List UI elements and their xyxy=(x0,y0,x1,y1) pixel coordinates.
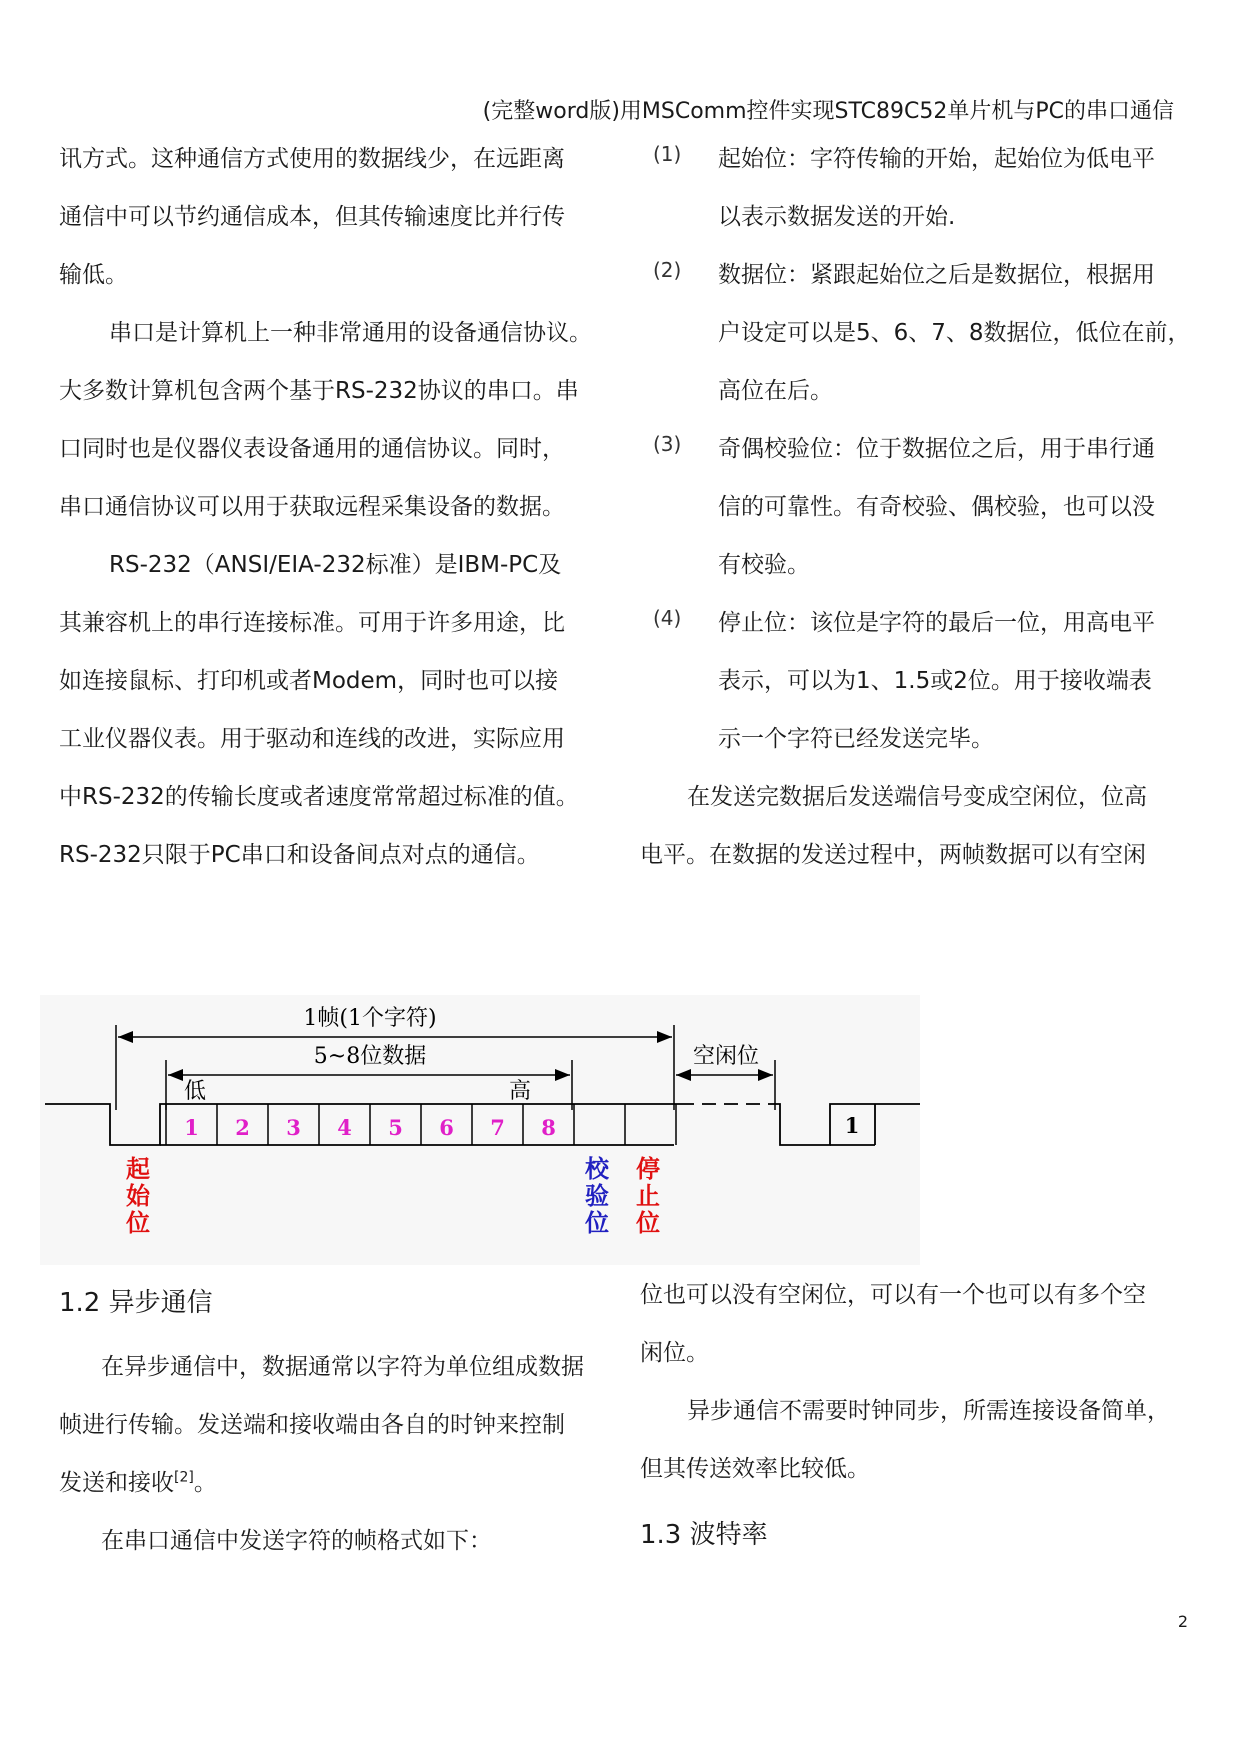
vertical-label-char: 停 xyxy=(636,1154,660,1183)
text-line: 表示，可以为1、1.5或2位。用于接收端表 xyxy=(718,668,1152,694)
data-bit-number: 3 xyxy=(286,1115,301,1140)
text-line: 位也可以没有空闲位，可以有一个也可以有多个空 xyxy=(640,1282,1146,1308)
text-line: 但其传送效率比较低。 xyxy=(640,1456,870,1482)
frame-label: 1帧(1个字符) xyxy=(303,1006,437,1031)
list-number: (4) xyxy=(653,606,682,630)
vertical-label-char: 止 xyxy=(636,1181,660,1210)
text-line: 在串口通信中发送字符的帧格式如下： xyxy=(101,1528,492,1554)
text-line: 串口是计算机上一种非常通用的设备通信协议。 xyxy=(109,320,592,346)
text-line: 有校验。 xyxy=(718,552,810,578)
data-bit-number: 8 xyxy=(541,1115,556,1140)
list-number: (1) xyxy=(653,142,682,166)
text-line: 其兼容机上的串行连接标准。可用于许多用途，比 xyxy=(59,610,565,636)
section-heading: 1.2 异步通信 xyxy=(59,1288,213,1318)
text-line: 在异步通信中，数据通常以字符为单位组成数据 xyxy=(101,1354,584,1380)
vertical-label-char: 位 xyxy=(636,1208,660,1237)
running-header: (完整word版)用MSComm控件实现STC89C52单片机与PC的串口通信 xyxy=(482,99,1174,124)
text-line: 信的可靠性。有奇校验、偶校验，也可以没 xyxy=(718,494,1155,520)
low-label: 低 xyxy=(183,1079,207,1104)
frame-format-diagram xyxy=(40,995,920,1265)
citation-ref[interactable]: [2] xyxy=(174,1469,194,1486)
text-line: 以表示数据发送的开始. xyxy=(718,204,956,230)
parity-bit-label xyxy=(585,1154,610,1237)
diagram-background xyxy=(40,995,920,1265)
text-line: 奇偶校验位：位于数据位之后，用于串行通 xyxy=(718,436,1155,462)
text-span: 。 xyxy=(193,1470,217,1496)
data-bit-number: 1 xyxy=(184,1115,199,1140)
text-line: 闲位。 xyxy=(640,1340,709,1366)
text-line: RS-232（ANSI/EIA-232标准）是IBM-PC及 xyxy=(109,552,562,578)
data-bit-number: 4 xyxy=(337,1115,352,1140)
text-line: 口同时也是仪器仪表设备通用的通信协议。同时， xyxy=(59,436,565,462)
text-line: 大多数计算机包含两个基于RS-232协议的串口。串 xyxy=(59,378,579,404)
text-line: 户设定可以是5、6、7、8数据位，低位在前， xyxy=(718,320,1191,346)
text-span: 发送和接收 xyxy=(59,1470,174,1496)
page-number: 2 xyxy=(1177,1612,1188,1631)
data-bits-label: 5~8位数据 xyxy=(313,1044,427,1069)
text-line: 起始位：字符传输的开始，起始位为低电平 xyxy=(718,146,1155,172)
text-line: 数据位：紧跟起始位之后是数据位，根据用 xyxy=(718,262,1155,288)
text-line: 停止位：该位是字符的最后一位，用高电平 xyxy=(718,610,1155,636)
list-number: (2) xyxy=(653,258,682,282)
text-line: 电平。在数据的发送过程中，两帧数据可以有空闲 xyxy=(640,842,1146,868)
text-line: 异步通信不需要时钟同步，所需连接设备简单， xyxy=(687,1398,1170,1424)
data-bit-number: 5 xyxy=(388,1115,403,1140)
data-bit-number: 6 xyxy=(439,1115,454,1140)
text-line: 帧进行传输。发送端和接收端由各自的时钟来控制 xyxy=(59,1412,565,1438)
text-line: 中RS-232的传输长度或者速度常常超过标准的值。 xyxy=(59,784,579,810)
stop-bit-label xyxy=(636,1154,661,1237)
vertical-label-char: 验 xyxy=(585,1181,609,1210)
text-line: 工业仪器仪表。用于驱动和连线的改进，实际应用 xyxy=(59,726,565,752)
vertical-label-char: 始 xyxy=(126,1181,150,1210)
vertical-label-char: 起 xyxy=(126,1154,150,1183)
text-line: 讯方式。这种通信方式使用的数据线少，在远距离 xyxy=(59,146,565,172)
high-label: 高 xyxy=(508,1079,532,1104)
start-bit-label xyxy=(126,1154,151,1237)
text-line: RS-232只限于PC串口和设备间点对点的通信。 xyxy=(59,842,540,868)
data-bit-number: 7 xyxy=(490,1115,505,1140)
section-heading: 1.3 波特率 xyxy=(640,1520,768,1550)
text-line: 如连接鼠标、打印机或者Modem，同时也可以接 xyxy=(59,668,559,694)
next-frame-bit: 1 xyxy=(844,1113,860,1138)
text-line xyxy=(59,1464,217,1497)
vertical-label-char: 位 xyxy=(126,1208,150,1237)
list-number: (3) xyxy=(653,432,682,456)
data-bit-number: 2 xyxy=(235,1115,250,1140)
text-line: 串口通信协议可以用于获取远程采集设备的数据。 xyxy=(59,494,565,520)
vertical-label-char: 校 xyxy=(585,1154,609,1183)
vertical-label-char: 位 xyxy=(585,1208,609,1237)
text-line: 示一个字符已经发送完毕。 xyxy=(718,726,994,752)
idle-label: 空闲位 xyxy=(692,1044,760,1069)
text-line: 输低。 xyxy=(59,262,128,288)
text-line: 通信中可以节约通信成本，但其传输速度比并行传 xyxy=(59,204,565,230)
text-line: 在发送完数据后发送端信号变成空闲位，位高 xyxy=(687,784,1147,810)
text-line: 高位在后。 xyxy=(718,378,833,404)
